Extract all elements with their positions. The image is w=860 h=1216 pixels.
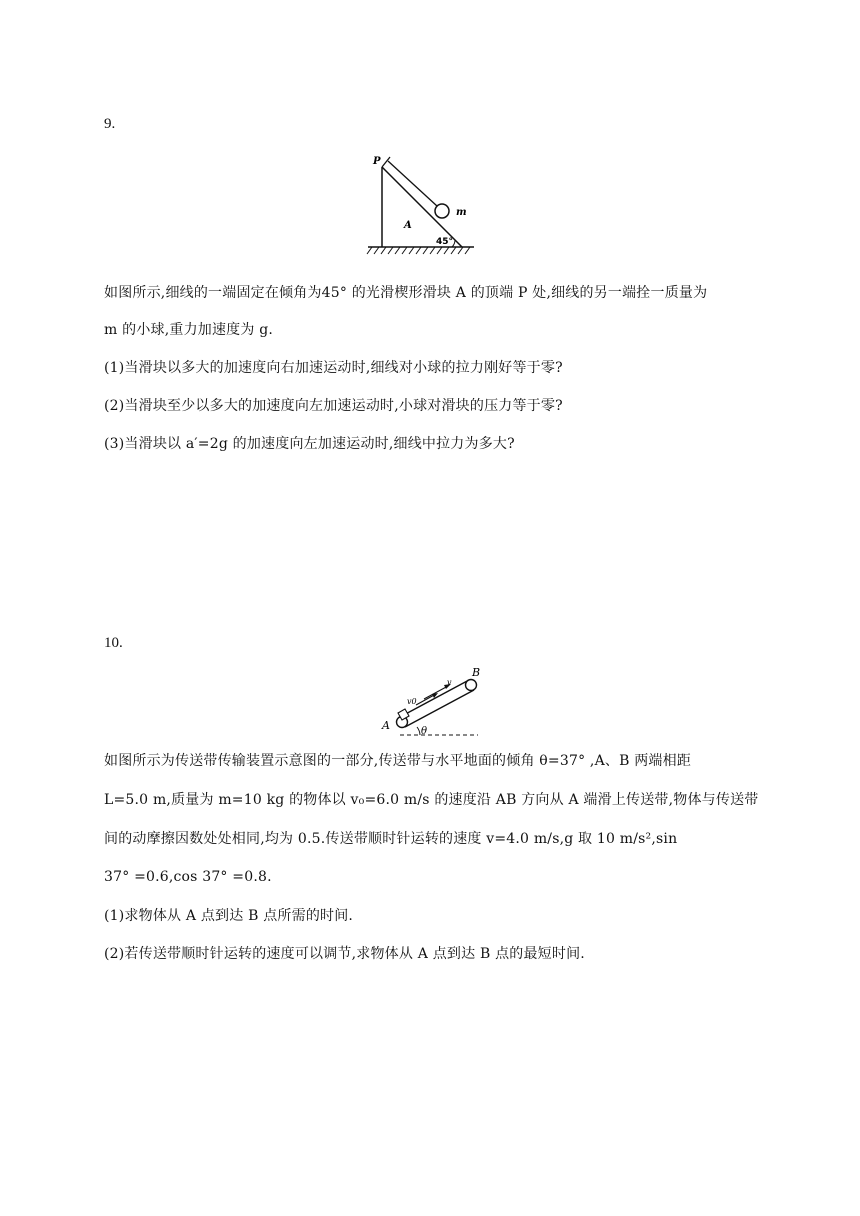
conveyor-figure <box>374 664 486 740</box>
ball-m <box>435 204 449 218</box>
q9-part2: (2)当滑块至少以多大的加速度向左加速运动时,小球对滑块的压力等于零? <box>104 398 563 414</box>
question-10-number: 10. <box>104 635 123 651</box>
ground-hatching <box>367 247 470 254</box>
label-A: A <box>382 719 390 732</box>
string-line <box>388 161 437 206</box>
angle-theta-arc <box>417 727 420 735</box>
label-theta: θ <box>421 726 428 737</box>
label-P: P <box>373 156 381 167</box>
label-B: B <box>472 666 481 679</box>
q10-stem-line4: 37° =0.6,cos 37° =0.8. <box>104 869 272 885</box>
q9-stem-line2: m 的小球,重力加速度为 g. <box>104 322 274 338</box>
label-v0: v0 <box>407 697 417 706</box>
q10-part1: (1)求物体从 A 点到达 B 点所需的时间. <box>104 908 354 924</box>
q9-part1: (1)当滑块以多大的加速度向右加速运动时,细线对小球的拉力刚好等于零? <box>104 360 563 376</box>
wedge-figure <box>364 150 484 258</box>
roller-B <box>466 680 477 691</box>
wedge-incline <box>382 167 462 247</box>
q10-stem-line3: 间的动摩擦因数处处相同,均为 0.5.传送带顺时针运转的速度 v=4.0 m/s,g 取 10 m/s²,sin <box>104 831 678 847</box>
label-v: v <box>447 678 452 687</box>
q9-part3: (3)当滑块以 a′=2g 的加速度向左加速运动时,细线中拉力为多大? <box>104 436 515 452</box>
label-angle: 45° <box>436 237 454 247</box>
q9-stem-line1: 如图所示,细线的一端固定在倾角为45° 的光滑楔形滑块 A 的顶端 P 处,细线的另一端拴一质量为 <box>104 285 708 301</box>
label-A: A <box>404 220 412 231</box>
q10-stem-line2: L=5.0 m,质量为 m=10 kg 的物体以 v₀=6.0 m/s 的速度沿 AB 方向从 A 端滑上传送带,物体与传送带 <box>104 792 759 808</box>
q10-part2: (2)若传送带顺时针运转的速度可以调节,求物体从 A 点到达 B 点的最短时间. <box>104 946 585 962</box>
label-m: m <box>456 207 467 218</box>
question-9-number: 9. <box>104 116 116 132</box>
q10-stem-line1: 如图所示为传送带传输装置示意图的一部分,传送带与水平地面的倾角 θ=37° ,A、B 两端相距 <box>104 753 692 769</box>
